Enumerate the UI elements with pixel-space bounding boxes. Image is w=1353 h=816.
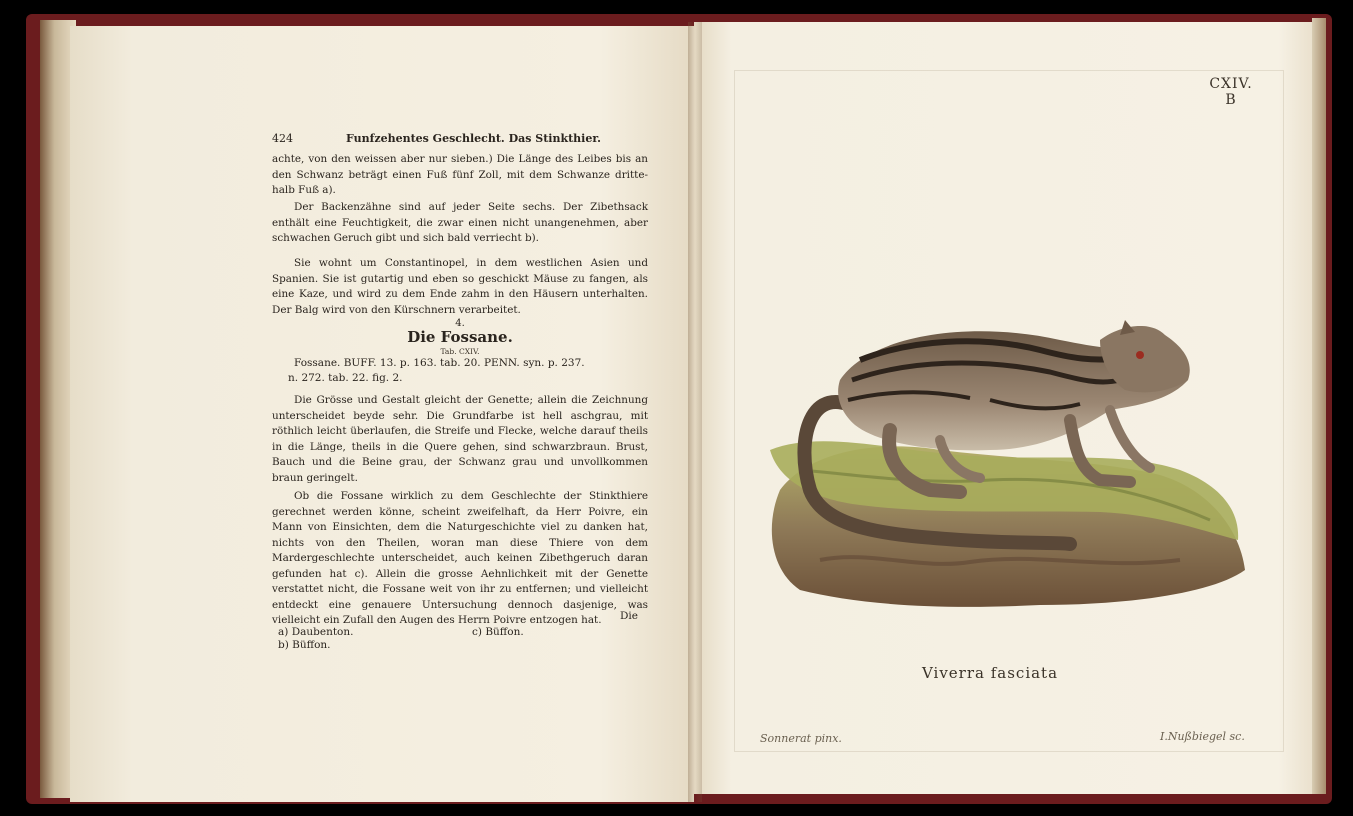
animal-illustration [740, 300, 1250, 630]
paragraph-2: Der Backenzähne sind auf jeder Seite sechs. Der Zibethsack enthält eine Feuchtigkeit, die zwar einen nicht unangenehmen, aber schwachen Geruch gibt und sich bald verriecht b). [272, 201, 648, 244]
plate-letter: B [1225, 92, 1237, 108]
section-plate-reference: Tab. CXIV. [440, 347, 480, 356]
paragraph-3: Sie wohnt um Constantinopel, in dem westlichen Asien und Spanien. Sie ist gutartig und eben so geschickt Mäuse zu fangen, als eine Kaze, und wird zu dem Ende zahm in den Häusern unterhalten. Der Balg wird von den Kürschnern verarbeitet. [272, 257, 648, 316]
paragraph-4: Die Grösse und Gestalt gleicht der Genette; allein die Zeichnung unterscheidet beyde sehr. Die Grundfarbe ist hell aschgrau, mit röthlich leicht überlaufen, die Streife und Flecke, welche darauf theils in die Länge, theils in die Quere gehen, sind schwarzbraun. Brust, Bauch und die Beine grau, der Schwanz grau und unvollkommen braun geringelt. [272, 394, 648, 484]
page-edges-right [1312, 18, 1326, 794]
engraver-credit: I.Nußbiegel sc. [1160, 730, 1245, 743]
paragraph-1: achte, von den weissen aber nur sieben.) Die Länge des Leibes bis an den Schwanz beträgt einen Fuß fünf Zoll, mit dem Schwanze dritte-halb Fuß a). [272, 153, 648, 196]
section-number: 4. [455, 318, 465, 329]
footnote-b: b) Büffon. [278, 639, 331, 651]
plate-caption: Viverra fasciata [921, 664, 1059, 682]
eye [1136, 351, 1144, 359]
reference-line-1: Fossane. BUFF. 13. p. 163. tab. 20. PENN. syn. p. 237. [294, 357, 585, 369]
reference-line-2: n. 272. tab. 22. fig. 2. [288, 372, 403, 384]
painter-credit: Sonnerat pinx. [760, 732, 842, 745]
catchword: Die [620, 610, 638, 622]
section-title: Die Fossane. [407, 328, 513, 346]
plate-number: CXIV. B [1196, 76, 1266, 108]
paragraph-5: Ob die Fossane wirklich zu dem Geschlechte der Stinkthiere gerechnet werden könne, scheint zweifelhaft, da Herr Poivre, ein Mann von Einsichten, dem die Naturgeschichte viel zu danken hat, nichts von den Theilen, woran man diese Thiere von dem Mardergeschlechte unterscheidet, auch keinen Zibethgeruch daran gefunden hat c). Allein die grosse Aehnlichkeit mit der Genette verstattet nicht, die Fossane weit von ihr zu entfernen; und vielleicht entdeckt eine genauere Untersuchung dennoch dasjenige, was vielleicht ein Zufall den Augen des Herrn Poivre entzogen hat. [272, 490, 648, 626]
page-number: 424 [272, 132, 293, 145]
footnote-a: a) Daubenton. [278, 626, 354, 638]
footnote-c: c) Büffon. [472, 626, 524, 638]
book-gutter [688, 22, 702, 802]
running-title: Funfzehentes Geschlecht. Das Stinkthier. [346, 132, 601, 145]
